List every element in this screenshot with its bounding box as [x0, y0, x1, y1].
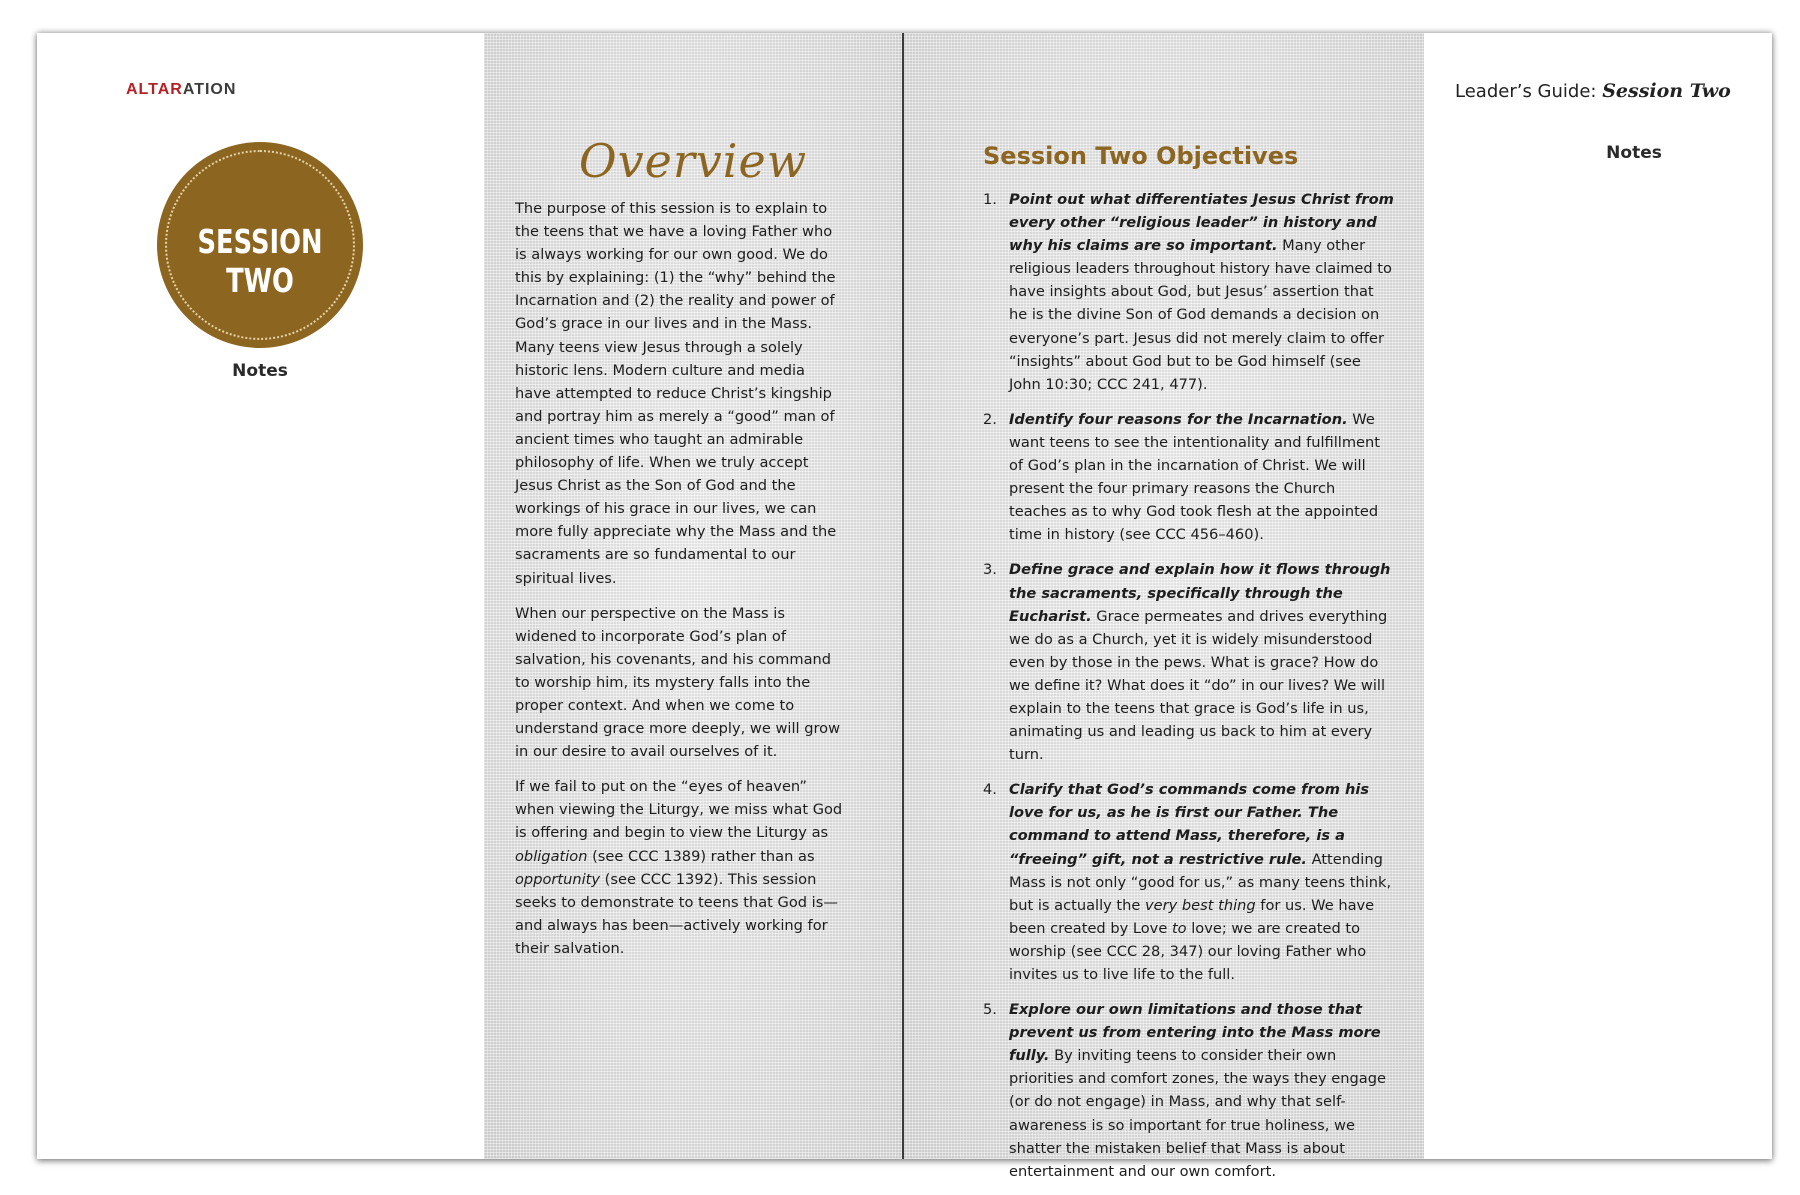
overview-title: Overview — [578, 134, 808, 188]
objective-item: 1. Point out what differentiates Jesus Christ from every other “religious leader” in history and why his claims are so important. Many other religious leaders throughout history have claimed to have insights about God, but Jesus’ assertion that he is the divine Son of God demands a decision on everyone’s part. Jesus did not merely claim to offer “insights” about God but to be God himself (see John 10:30; CCC 241, 477). — [983, 191, 1394, 393]
badge-text: SESSION TWO — [197, 222, 323, 300]
objective-item: 5. Explore our own limitations and those that prevent us from entering into the Mass more fully. By inviting teens to consider their own priorities and comfort zones, the ways they engage (or do not engage) in Mass, and why that self-awareness is so important for true holiness, we shatter the mistaken belief that Mass is about entertainment and our own comfort. — [983, 1001, 1386, 1180]
objective-item: 2. Identify four reasons for the Incarnation. We want teens to see the intentionality and fulfillment of God’s plan in the incarnation of Christ. We will present the four primary reasons the Church teaches as to why God took flesh at the appointed time in history (see CCC 456–460). — [983, 410, 1381, 544]
objective-item: 4. Clarify that God’s commands come from his love for us, as he is first our Father. The command to attend Mass, therefore, is a “freeing” gift, not a restrictive rule. Attending Mass is not only “good for us,” as many teens think, but is actually the very best thing for us. We have been created by Love to love; we are created to worship (see CCC 28, 347) our loving Father who invites us to live life to the full. — [983, 781, 1392, 983]
objectives-title: Session Two Objectives — [983, 142, 1299, 170]
notes-label-left: Notes — [232, 361, 288, 381]
page-gutter — [902, 33, 904, 1159]
session-badge — [157, 142, 363, 348]
overview-paragraph-1: The purpose of this session is to explain to the teens that we have a loving Father who is always working for our own good. We do this by explaining: (1) the “why” behind the Incarnation and (2) the reality and power of God’s grace in our lives and in the Mass. Many teens view Jesus through a solely historic lens. Modern culture and media have attempted to reduce Christ’s kingship and portray him as merely a “good” man of ancient times who taught an admirable philosophy of life. When we truly accept Jesus Christ as the Son of God and the workings of his grace in our lives, we can more fully appreciate why the Mass and the sacraments are so fundamental to our spiritual lives. — [515, 200, 837, 587]
notes-label-right: Notes — [1606, 143, 1662, 163]
overview-paragraph-2: When our perspective on the Mass is widened to incorporate God’s plan of salvation, his covenants, and his command to worship him, its mystery falls into the proper context. And when we come to understand grace more deeply, we will grow in our desire to avail ourselves of it. — [515, 604, 841, 761]
brand-logo: ALTARATION — [126, 81, 237, 98]
overview-body — [515, 197, 845, 972]
objectives-list — [983, 188, 1395, 1195]
objective-item: 3. Define grace and explain how it flows through the sacraments, specifically through the Eucharist. Grace permeates and drives everything we do as a Church, yet it is widely misunderstood even by those in the pews. What is grace? How do we define it? What does it “do” in our lives? We will explain to the teens that grace is God’s life in us, animating us and leading us back to him at every turn. — [983, 561, 1391, 764]
overview-paragraph-3: If we fail to put on the “eyes of heaven” when viewing the Liturgy, we miss what God is offering and begin to view the Liturgy as obligation (see CCC 1389) rather than as opportunity (see CCC 1392). This session seeks to demonstrate to teens that God is—and always has been—actively working for their salvation. — [515, 778, 843, 957]
running-head: Leader’s Guide: Session Two — [1455, 80, 1731, 102]
book-spread — [37, 33, 1772, 1180]
